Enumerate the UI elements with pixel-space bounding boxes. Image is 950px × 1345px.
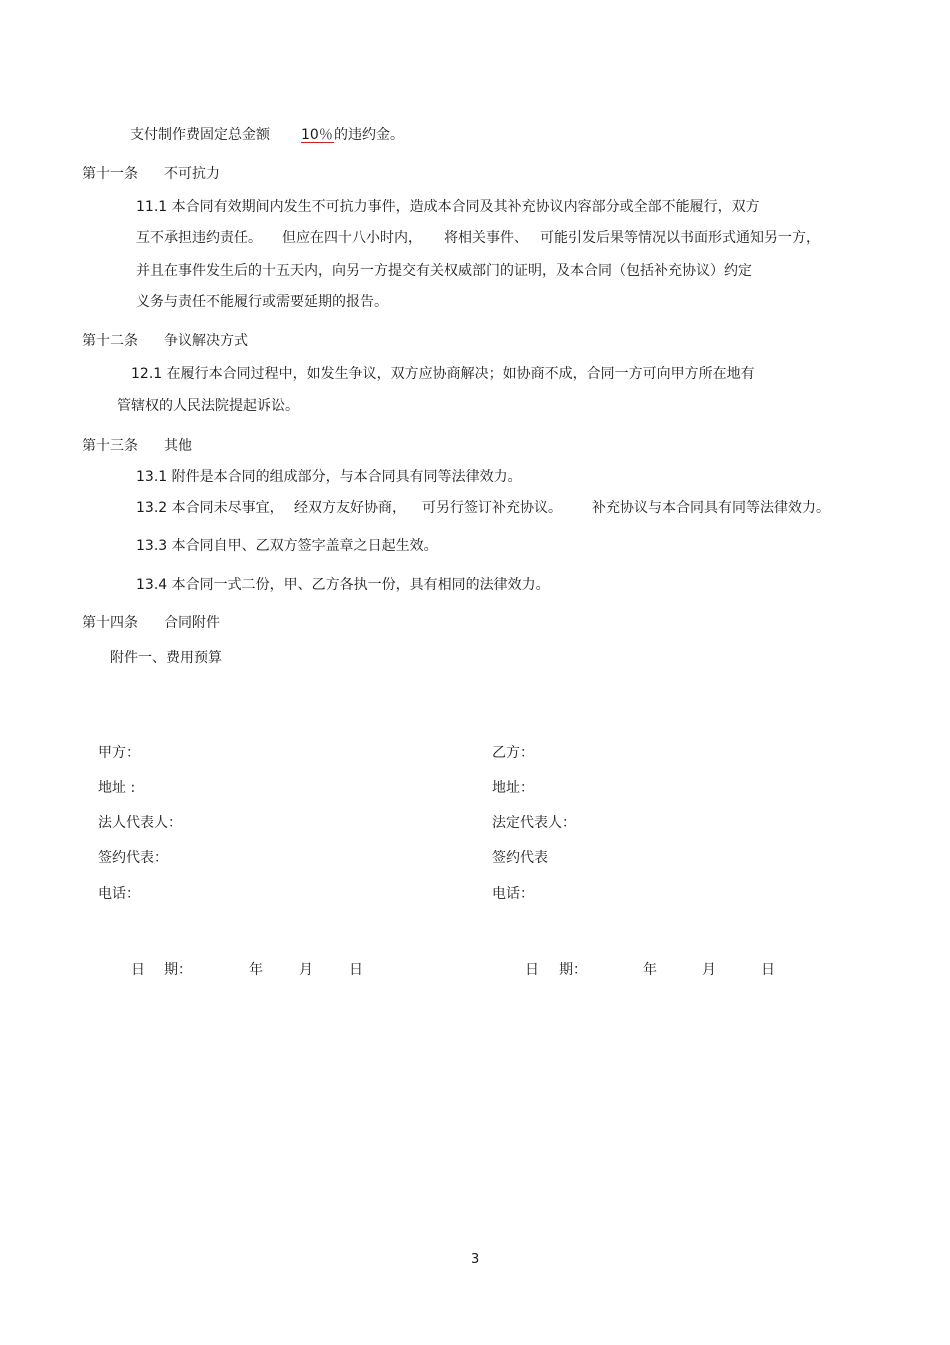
article-12-title: 争议解决方式 <box>164 333 248 349</box>
party-b-rep-label: 法定代表人： <box>492 815 576 831</box>
party-a-address-label: 地址 : <box>98 780 136 796</box>
party-b-phone-label: 电话： <box>492 886 534 902</box>
article-14-heading: 第十四条 <box>82 615 138 631</box>
article-12-heading: 第十二条 <box>82 333 138 349</box>
date-a-month: 月 <box>299 962 313 978</box>
article-13-title: 其他 <box>164 438 192 454</box>
spellcheck-underline <box>301 142 334 143</box>
date-a-qi: 期： <box>164 962 192 978</box>
clause-11-1-line-2d: 可能引发后果等情况以书面形式通知另一方， <box>540 230 820 246</box>
date-b-month: 月 <box>702 962 716 978</box>
clause-11-1-line-2c: 将相关事件、 <box>444 230 528 246</box>
clause-13-2b: 经双方友好协商， <box>294 500 406 516</box>
clause-13-2a: 13.2 本合同未尽事宜， <box>136 500 284 516</box>
clause-13-2d: 补充协议与本合同具有同等法律效力。 <box>592 500 830 516</box>
party-a-signer-label: 签约代表： <box>98 850 168 866</box>
penalty-suffix: 的违约金。 <box>334 127 404 143</box>
clause-12-1-line-2: 管辖权的人民法院提起诉讼。 <box>117 398 299 414</box>
clause-13-2c: 可另行签订补充协议。 <box>422 500 562 516</box>
article-11-title: 不可抗力 <box>164 166 220 182</box>
party-a-rep-label: 法人代表人： <box>98 815 182 831</box>
article-14-title: 合同附件 <box>164 615 220 631</box>
party-b-address-label: 地址： <box>492 780 534 796</box>
clause-11-1-line-2b: 但应在四十八小时内， <box>282 230 422 246</box>
date-b-ri: 日 <box>525 962 539 978</box>
clause-13-1: 13.1 附件是本合同的组成部分，与本合同具有同等法律效力。 <box>136 469 522 485</box>
date-b-day: 日 <box>761 962 775 978</box>
page-number: 3 <box>471 1252 480 1267</box>
clause-11-1-line-3: 并且在事件发生后的十五天内，向另一方提交有关权威部门的证明，及本合同（包括补充协议）约定 <box>136 263 752 279</box>
penalty-prefix: 支付制作费固定总金额 <box>130 127 270 143</box>
date-b-qi: 期： <box>559 962 587 978</box>
party-b-label: 乙方： <box>492 745 534 761</box>
party-a-phone-label: 电话： <box>98 886 140 902</box>
clause-11-1-line-4: 义务与责任不能履行或需要延期的报告。 <box>136 294 388 310</box>
date-a-day: 日 <box>349 962 363 978</box>
clause-11-1-line-2a: 互不承担违约责任。 <box>136 230 262 246</box>
clause-11-1-line-1: 11.1 本合同有效期间内发生不可抗力事件，造成本合同及其补充协议内容部分或全部不能履行，双方 <box>136 199 760 215</box>
clause-13-3: 13.3 本合同自甲、乙双方签字盖章之日起生效。 <box>136 538 438 554</box>
date-b-year: 年 <box>643 962 657 978</box>
clause-12-1-line-1: 12.1 在履行本合同过程中，如发生争议，双方应协商解决；如协商不成，合同一方可向甲方所在地有 <box>131 366 755 382</box>
clause-13-4: 13.4 本合同一式二份，甲、乙方各执一份，具有相同的法律效力。 <box>136 577 550 593</box>
penalty-percent: 10％ <box>301 127 333 143</box>
date-a-year: 年 <box>249 962 263 978</box>
article-11-heading: 第十一条 <box>82 166 138 182</box>
party-b-signer-label: 签约代表 <box>492 850 548 866</box>
date-a-ri: 日 <box>131 962 145 978</box>
party-a-label: 甲方： <box>98 745 140 761</box>
article-13-heading: 第十三条 <box>82 438 138 454</box>
attachment-1: 附件一、费用预算 <box>110 650 222 666</box>
